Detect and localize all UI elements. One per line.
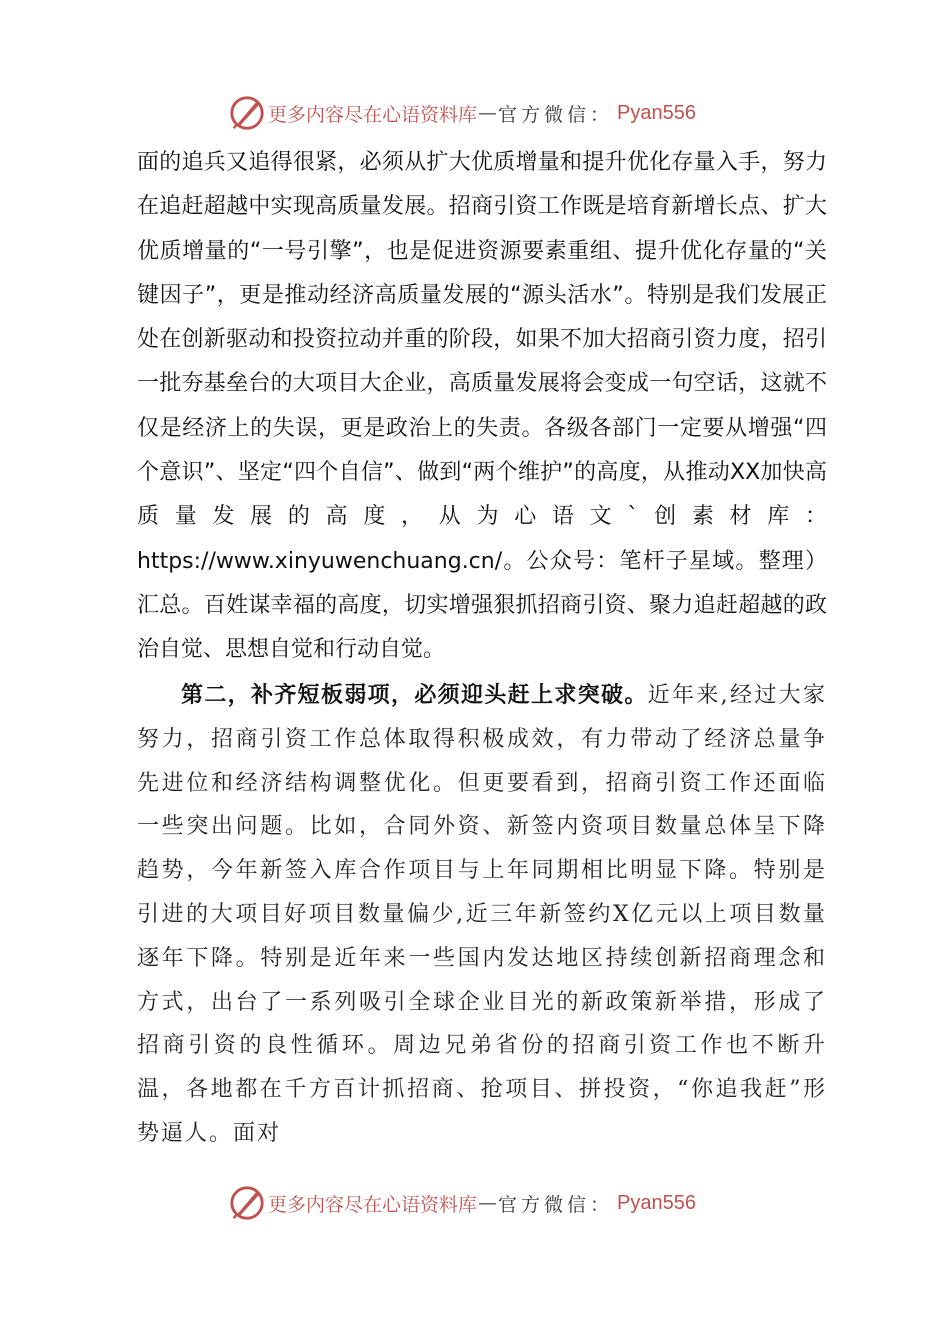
banner-title: 更多内容尽在心语资料库 xyxy=(268,1193,478,1216)
banner-title: 更多内容尽在心语资料库 xyxy=(268,103,478,126)
banner-wechat-id: Pyan556 xyxy=(617,101,696,124)
banner-wechat-label: 官方微信： xyxy=(498,103,614,126)
footer-banner xyxy=(228,1183,696,1223)
quill-logo-icon xyxy=(228,94,266,132)
banner-separator: — xyxy=(478,1192,498,1214)
paragraph-2-heading: 第二，补齐短板弱项，必须迎头赶上求突破。 xyxy=(181,682,648,708)
body-paragraph-1: 面的追兵又追得很紧，必须从扩大优质增量和提升优化存量入手，努力在追赶超越中实现高质量发展。招商引资工作既是培育新增长点、扩大优质增量的“一号引擎”，也是促进资源要素重组、提升优化存量的“关键因子”，更是推动经济高质量发展的“源头活水”。特别是我们发展正处在创新驱动和投资拉动并重的阶段，如果不加大招商引资力度，招引一批夯基垒台的大项目大企业，高质量发展将会变成一句空话，这就不仅是经济上的失误，更是政治上的失责。各级各部门一定要从增强“四个意识”、坚定“四个自信”、做到“两个维护”的高度，从推动XX加快高质量发展的高度，从为心语文`创素材库：https://www.xinyuwenchuang.cn/。公众号：笔杆子星域。整理）汇总。百姓谋幸福的高度，切实增强狠抓招商引资、聚力追赶超越的政治自觉、思想自觉和行动自觉。 xyxy=(137,150,827,663)
banner-wechat-id: Pyan556 xyxy=(617,1191,696,1214)
header-banner xyxy=(228,93,696,133)
body-paragraph-2 xyxy=(137,674,827,1156)
quill-logo-icon xyxy=(228,1184,266,1222)
banner-separator: — xyxy=(478,102,498,124)
banner-wechat-label: 官方微信： xyxy=(498,1193,614,1216)
paragraph-2-body: 近年来,经过大家努力，招商引资工作总体取得积极成效，有力带动了经济总量争先进位和经济结构调整优化。但更要看到，招商引资工作还面临一些突出问题。比如，合同外资、新签内资项目数量总体呈下降趋势，今年新签入库合作项目与上年同期相比明显下降。特别是引进的大项目好项目数量偏少,近三年新签约X亿元以上项目数量逐年下降。特别是近年来一些国内发达地区持续创新招商理念和方式，出台了一系列吸引全球企业目光的新政策新举措，形成了招商引资的良性循环。周边兄弟省份的招商引资工作也不断升温，各地都在千方百计抓招商、抢项目、拼投资，“你追我赶”形势逼人。面对 xyxy=(137,683,827,1146)
